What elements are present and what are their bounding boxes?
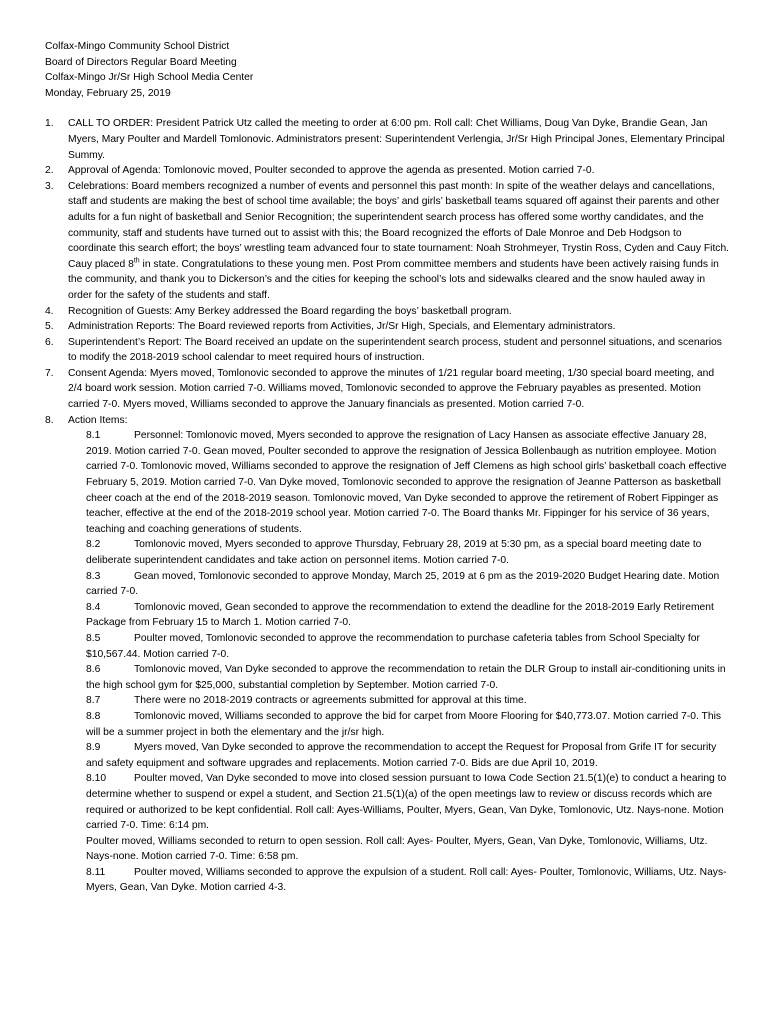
item-number: 5. xyxy=(45,321,54,333)
action-item-8-3 xyxy=(86,569,730,600)
action-item-8-9 xyxy=(86,740,730,771)
action-item-text: Poulter moved, Van Dyke seconded to move into closed session pursuant to Iowa Code Section 21.5(1)(e) to conduct a hearing to determine whether to suspend or expel a student, and Section 21.5(1)(a) of the open meetings law to review or discuss records which are required or authorized to be kept confidential. Roll call: Ayes-Williams, Poulter, Myers, Gean, Van Dyke, Tomlonovic, Utz. Nays-none. Motion carried 7-0. Time: 6:14 pm. xyxy=(86,773,727,832)
item-number: 2. xyxy=(45,165,54,177)
action-item-number: 8.5 xyxy=(86,632,101,644)
ordinal-suffix: th xyxy=(133,257,140,265)
action-item-8-2 xyxy=(86,537,730,568)
agenda-item-2 xyxy=(45,163,730,179)
action-item-text: Tomlonovic moved, Myers seconded to approve Thursday, February 28, 2019 at 5:30 pm, as a special board meeting date to deliberate superintendent candidates and take action on personnel items. Motion carried 7-0. xyxy=(86,539,702,566)
item-text: Approval of Agenda: Tomlonovic moved, Poulter seconded to approve the agenda as presented. Motion carried 7-0. xyxy=(68,165,595,177)
action-item-number: 8.1 xyxy=(86,430,101,442)
action-item-text: Gean moved, Tomlonovic seconded to approve Monday, March 25, 2019 at 6 pm as the 2019-2020 Budget Hearing date. Motion carried 7-0. xyxy=(86,570,720,598)
item-text xyxy=(68,179,730,304)
action-item-number: 8.11 xyxy=(86,866,106,878)
action-item-8-5 xyxy=(86,631,730,662)
agenda-item-7 xyxy=(45,366,730,413)
item-number: 8. xyxy=(45,414,54,426)
celebrations-text-b: in state. Congratulations to these young men. Post Prom committee members and students have been actively raising funds in the community, and thank you to Dickerson’s and the cities for keeping the school’s lots and sidewalks cleared and the snow hauled away in order for the safety of the students and staff. xyxy=(68,258,719,301)
action-item-8-4 xyxy=(86,600,730,631)
item-number: 6. xyxy=(45,336,54,348)
item-text: Superintendent’s Report: The Board received an update on the superintendent search process, student and personnel situations, and scenarios to modify the 2018-2019 school calendar to meet required hours of instruction. xyxy=(68,336,722,364)
action-item-number: 8.7 xyxy=(86,695,101,707)
action-item-text: Tomlonovic moved, Williams seconded to approve the bid for carpet from Moore Flooring for $40,773.07. Motion carried 7-0. This will be a summer project in both the elementary and the jr/sr high. xyxy=(86,710,722,738)
action-item-text: Tomlonovic moved, Gean seconded to approve the recommendation to extend the deadline for the 2018-2019 Early Retirement Package from February 15 to March 1. Motion carried 7-0. xyxy=(86,601,714,629)
action-item-number: 8.8 xyxy=(86,710,101,722)
action-item-number: 8.2 xyxy=(86,539,101,551)
action-item-number: 8.6 xyxy=(86,664,101,676)
action-item-number: 8.3 xyxy=(86,570,101,582)
item-number: 4. xyxy=(45,305,54,317)
agenda-item-4 xyxy=(45,304,730,320)
action-items-list xyxy=(45,428,730,896)
action-item-8-8 xyxy=(86,709,730,740)
agenda-item-1 xyxy=(45,116,730,163)
item-number: 3. xyxy=(45,180,54,192)
item-text: CALL TO ORDER: President Patrick Utz called the meeting to order at 6:00 pm. Roll call: Chet Williams, Doug Van Dyke, Brandie Gean, Jan Myers, Mary Poulter and Mardell Tomlonovic. Administrators present: Superintendent Verlengia, Jr/Sr High Principal Jones, Elementary Principal Summy. xyxy=(68,118,725,161)
item-text: Administration Reports: The Board reviewed reports from Activities, Jr/Sr High, Specials, and Elementary administrators. xyxy=(68,321,616,333)
item-number: 7. xyxy=(45,367,54,379)
action-item-8-10 xyxy=(86,771,730,833)
action-item-text: Poulter moved, Williams seconded to approve the expulsion of a student. Roll call: Ayes- Poulter, Tomlonovic, Williams, Utz. Nays- Myers, Gean, Van Dyke. Motion carried 4-3. xyxy=(86,866,727,894)
district-name: Colfax-Mingo Community School District xyxy=(45,41,230,52)
action-item-text: Myers moved, Van Dyke seconded to approve the recommendation to accept the Request for Proposal from Grife IT for security and safety equipment and software upgrades and replacements. Motion carried 7-0. Bids are due April 10, 2019. xyxy=(86,742,717,769)
action-item-number: 8.10 xyxy=(86,773,107,785)
celebrations-text-a: Celebrations: Board members recognized a number of events and personnel this past month: In spite of the weather delays and cancellations, staff and students are making the best of school time available; the boys’ and girls’ basketball teams squared off against their parents and other adults for a fun night of basketball and Senior Recognition; the superintendent search process has offered some worthy candidates, and the community, staff and students have turned out to assist with this; the Board recognized the efforts of Dale Monroe and Deb Hodgson to coordinate this search effort; the boys’ wrestling team advanced four to state tournament: Noah Strohmeyer, Trystin Ross, Cyden and Cauy Fitch. Cauy placed 8 xyxy=(68,180,730,270)
action-item-8-7 xyxy=(86,693,730,709)
item-text: Recognition of Guests: Amy Berkey addressed the Board regarding the boys’ basketball program. xyxy=(68,305,512,317)
meeting-date: Monday, February 25, 2019 xyxy=(45,87,171,99)
meeting-type: Board of Directors Regular Board Meeting xyxy=(45,56,237,68)
item-text: Action Items: xyxy=(68,414,128,426)
action-item-text: Personnel: Tomlonovic moved, Myers seconded to approve the resignation of Lacy Hansen as associate effective January 28, 2019. Motion carried 7-0. Gean moved, Poulter seconded to approve the resignation of Jessica Bollenbaugh as nutrition employee. Motion carried 7-0. Tomlonovic moved, Williams seconded to approve the resignation of Jeff Clemens as high school girls’ basketball coach effective February 5, 2019. Motion carried 7-0. Van Dyke moved, Tomlonovic seconded to approve the resignation of Jeanne Patterson as basketball cheer coach at the end of the 2018-2019 season. Tomlonovic moved, Van Dyke seconded to approve the retirement of Robert Fippinger as teacher, effective at the end of the 2018-2019 school year. Motion carried 7-0. The Board thanks Mr. Fippinger for his service of 36 years, teaching and coaching generations of students. xyxy=(86,430,727,535)
agenda-item-3 xyxy=(45,179,730,304)
action-item-8-10-continued: Poulter moved, Williams seconded to return to open session. Roll call: Ayes- Poulter, Myers, Gean, Van Dyke, Tomlonovic, Williams, Utz. Nays-none. Motion carried 7-0. Time: 6:58 pm. xyxy=(86,835,708,863)
action-item-text: Poulter moved, Tomlonovic seconded to approve the recommendation to purchase cafeteria tables from School Specialty for $10,567.44. Motion carried 7-0. xyxy=(86,632,700,660)
item-number: 1. xyxy=(45,118,54,130)
action-item-8-6 xyxy=(86,662,730,693)
action-item-8-1 xyxy=(86,428,730,537)
item-text: Consent Agenda: Myers moved, Tomlonovic seconded to approve the minutes of 1/21 regular board meeting, 1/30 special board meeting, and 2/4 board work session. Motion carried 7-0. Williams moved, Tomlonovic seconded to approve the February payables as presented. Motion carried 7-0. Myers moved, Williams seconded to approve the January financials as presented. Motion carried 7-0. xyxy=(68,367,715,411)
action-item-number: 8.4 xyxy=(86,601,101,613)
action-item-text: Tomlonovic moved, Van Dyke seconded to approve the recommendation to retain the DLR Group to install air-conditioning units in the high school gym for $25,000, substantial completion by September. Motion carried 7-0. xyxy=(86,664,726,691)
action-item-number: 8.9 xyxy=(86,742,101,754)
action-item-text: There were no 2018-2019 contracts or agreements submitted for approval at this time. xyxy=(134,695,527,707)
meeting-location: Colfax-Mingo Jr/Sr High School Media Center xyxy=(45,72,254,84)
agenda-item-5 xyxy=(45,319,730,335)
agenda-item-8 xyxy=(45,413,730,429)
agenda-item-6 xyxy=(45,335,730,366)
agenda-list xyxy=(45,116,730,428)
document-header xyxy=(45,39,730,101)
action-item-8-11 xyxy=(86,865,730,896)
